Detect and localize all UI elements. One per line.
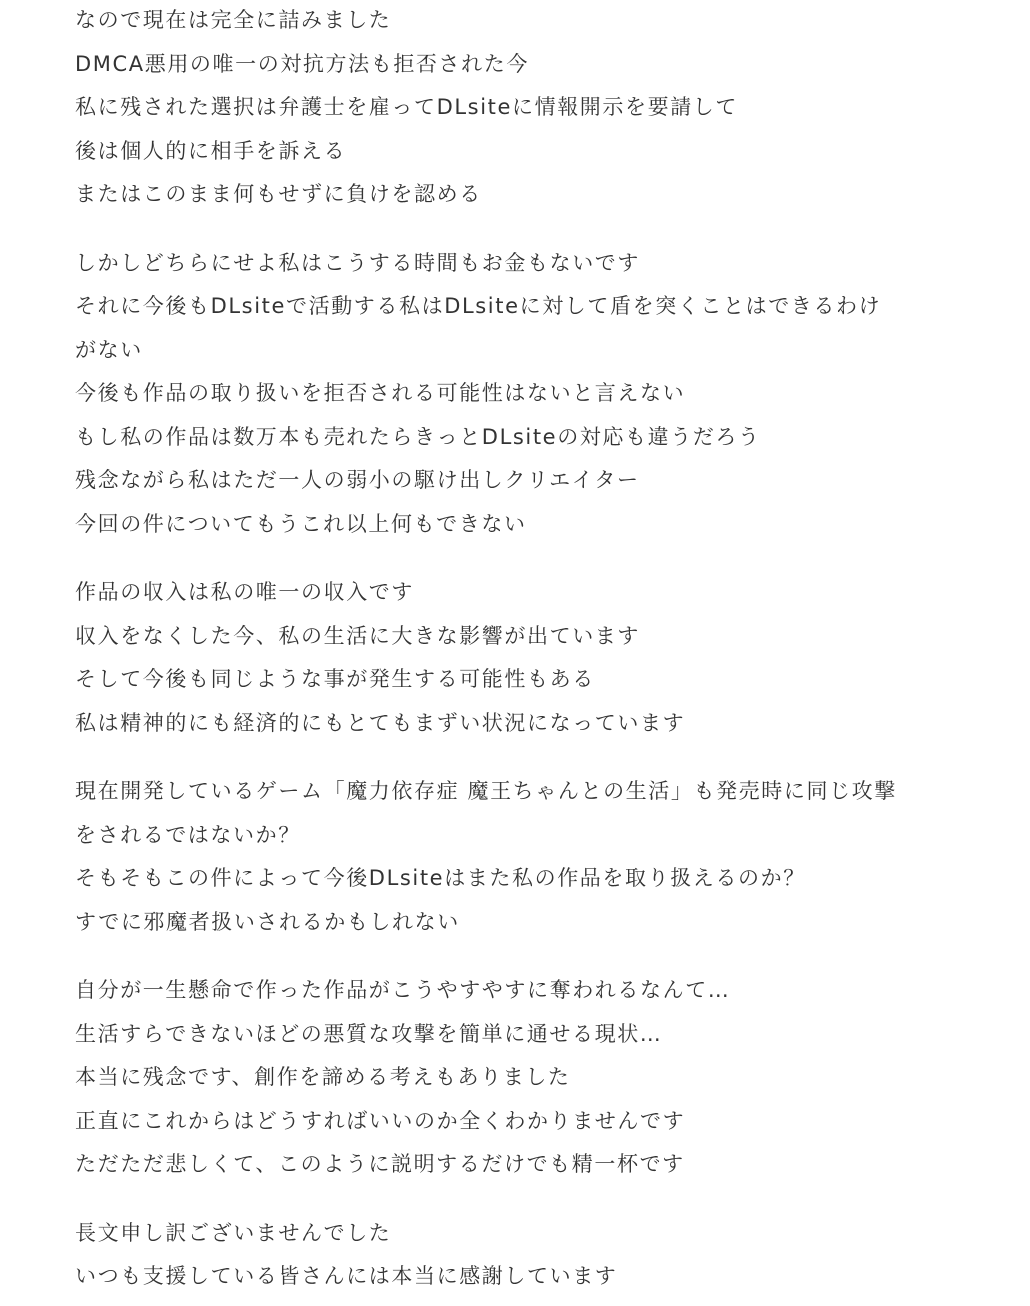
- text-line: 残念ながら私はただ一人の弱小の駆け出しクリエイター: [75, 468, 640, 492]
- text-line: 本当に残念です、創作を諦める考えもありました: [75, 1065, 571, 1089]
- text-line: もし私の作品は数万本も売れたらきっとDLsiteの対応も違うだろう: [75, 424, 761, 449]
- text-line: 私は精神的にも経済的にもとてもまずい状況になっています: [75, 710, 686, 735]
- text-line: 今後も作品の取り扱いを拒否される可能性はないと言えない: [75, 381, 686, 405]
- text-line: 生活すらできないほどの悪質な攻撃を簡単に通せる現状…: [75, 1021, 663, 1046]
- paragraph: [75, 0, 975, 217]
- text-line: DMCA悪用の唯一の対抗方法も拒否された今: [75, 51, 529, 76]
- paragraph: [75, 571, 975, 745]
- article-body: [75, 0, 975, 1299]
- text-line: それに今後もDLsiteで活動する私はDLsiteに対して盾を突くことはできるわけ: [75, 294, 882, 318]
- text-line: 現在開発しているゲーム「魔力依存症 魔王ちゃんとの生活」も発売時に同じ攻撃: [75, 779, 897, 803]
- text-line: そもそもこの件によって今後DLsiteはまた私の作品を取り扱えるのか？: [75, 866, 806, 890]
- text-line: 正直にこれからはどうすればいいのか全くわかりませんです: [75, 1108, 686, 1133]
- text-line: すでに邪魔者扱いされるかもしれない: [75, 909, 460, 934]
- text-line: をされるではないか？: [75, 822, 301, 847]
- text-line: 収入をなくした今、私の生活に大きな影響が出ています: [75, 623, 640, 648]
- text-line: そして今後も同じような事が発生する可能性もある: [75, 667, 595, 691]
- paragraph: [75, 770, 975, 944]
- text-line: なので現在は完全に詰みました: [75, 8, 392, 32]
- text-line: いつも支援している皆さんには本当に感謝しています: [75, 1264, 618, 1288]
- text-line: 私に残された選択は弁護士を雇ってDLsiteに情報開示を要請して: [75, 95, 738, 119]
- text-line: またはこのまま何もせずに負けを認める: [75, 182, 482, 206]
- text-line: 自分が一生懸命で作った作品がこうやすやすに奪われるなんて…: [75, 978, 731, 1002]
- text-line: 今回の件についてもうこれ以上何もできない: [75, 511, 527, 536]
- paragraph: [75, 1212, 975, 1299]
- text-line: 後は個人的に相手を訴える: [75, 138, 347, 163]
- text-line: しかしどちらにせよ私はこうする時間もお金もないです: [75, 250, 640, 275]
- text-line: 長文申し訳ございませんでした: [75, 1220, 392, 1245]
- paragraph: [75, 242, 975, 547]
- text-line: 作品の収入は私の唯一の収入です: [75, 580, 414, 604]
- paragraph: [75, 969, 975, 1187]
- text-line: がない: [75, 337, 143, 362]
- text-line: ただただ悲しくて、このように説明するだけでも精一杯です: [75, 1152, 685, 1176]
